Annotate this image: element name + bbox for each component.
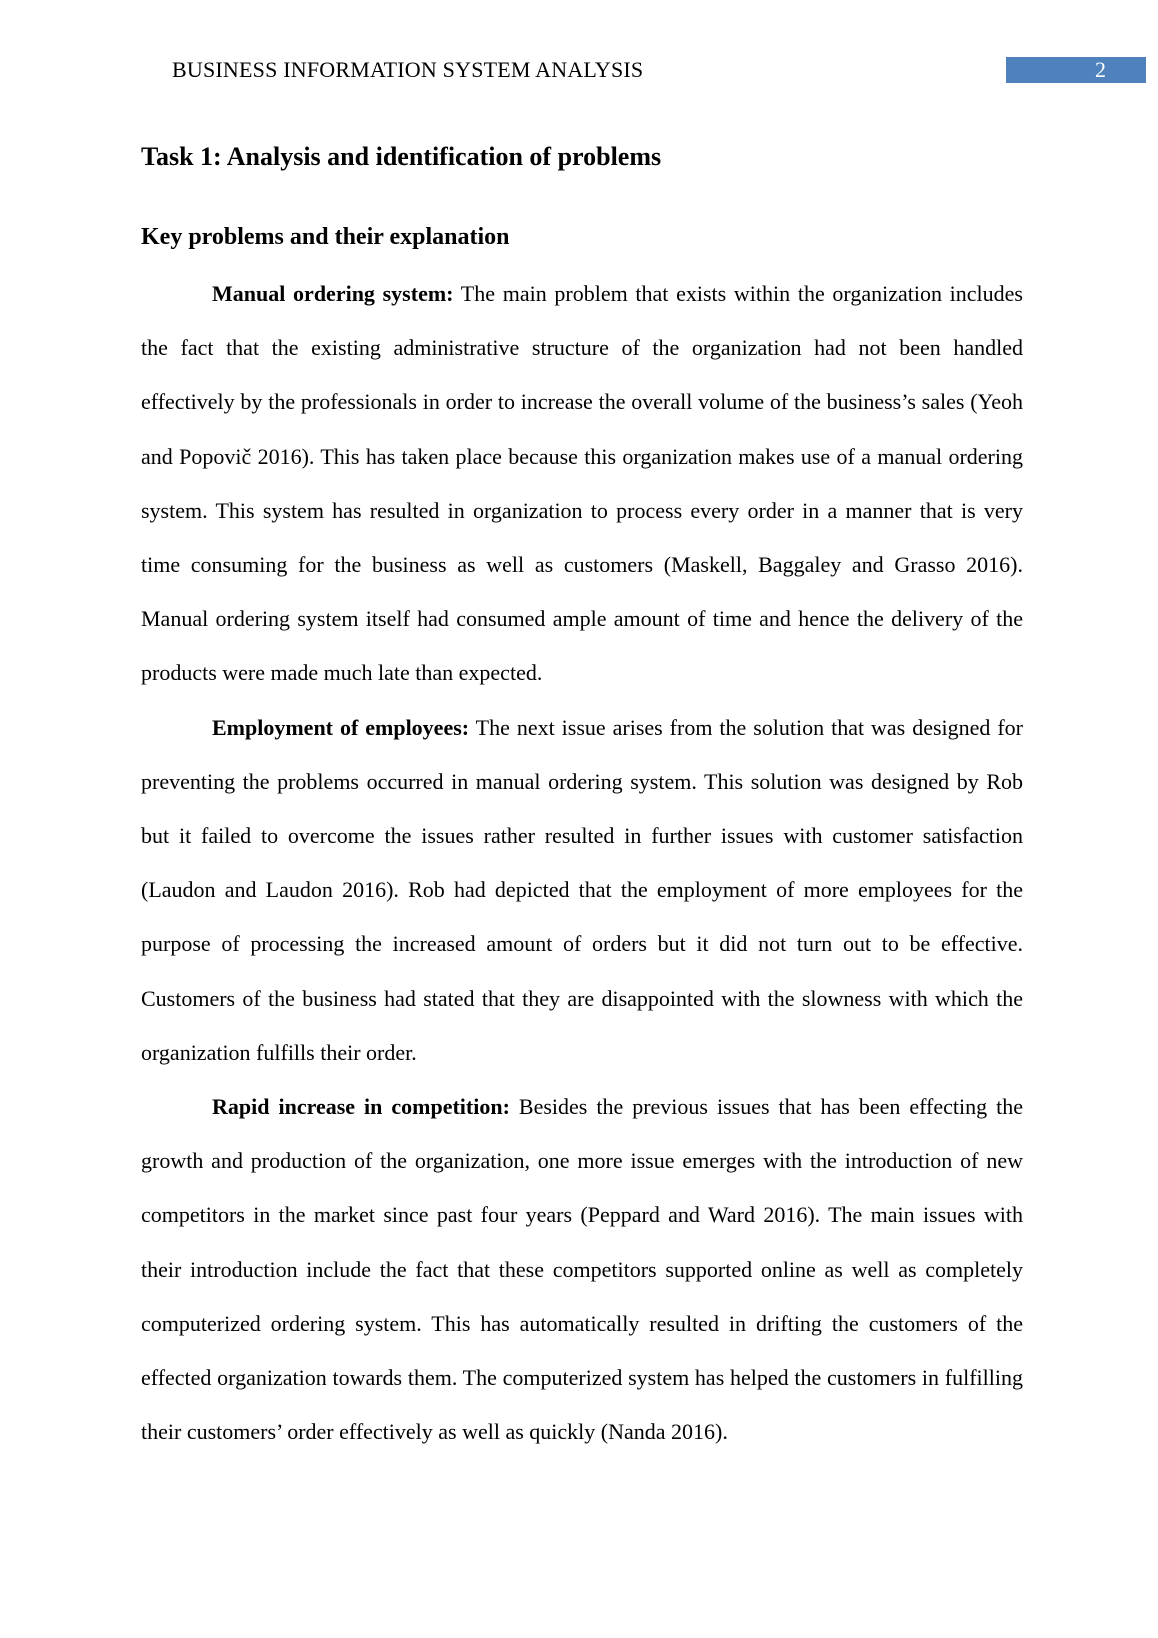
paragraph-lead: Employment of employees: <box>212 714 470 740</box>
paragraph-manual-ordering <box>141 267 1023 701</box>
paragraph-lead: Rapid increase in competition: <box>212 1094 510 1120</box>
task-title: Task 1: Analysis and identification of problems <box>141 142 662 171</box>
paragraph-text: Besides the previous issues that has been effecting the growth and production of the organization, one more issue emerges with the introduction of new competitors in the market since past four years (Peppard and Ward 2016). The main issues with their introduction include the fact that these competitors supported online as well as completely computerized ordering system. This has automatically resulted in drifting the customers of the effected organization towards them. The computerized system has helped the customers in fulfilling their customers’ order effectively as well as quickly (Nanda 2016). <box>141 1094 1023 1445</box>
body-text <box>141 267 1023 1459</box>
paragraph-lead: Manual ordering system: <box>212 281 454 306</box>
paragraph-employment <box>141 701 1023 1080</box>
page-number: 2 <box>1095 57 1106 82</box>
page-number-box <box>1006 57 1146 83</box>
section-heading: Key problems and their explanation <box>141 224 510 250</box>
paragraph-competition <box>141 1080 1023 1459</box>
running-head: BUSINESS INFORMATION SYSTEM ANALYSIS <box>172 57 644 82</box>
document-body <box>141 137 1023 1459</box>
paragraph-text: The next issue arises from the solution that was designed for preventing the problems occurred in manual ordering system. This solution was designed by Rob but it failed to overcome the issues rather resulted in further issues with customer satisfaction (Laudon and Laudon 2016). Rob had depicted that the employment of more employees for the purpose of processing the increased amount of orders but it did not turn out to be effective. Customers of the business had stated that they are disappointed with the slowness with which the organization fulfills their order. <box>141 714 1024 1065</box>
paragraph-text: The main problem that exists within the organization includes the fact that the existing administrative structure of the organization had not been handled effectively by the professionals in order to increase the overall volume of the business’s sales (Yeoh and Popovič 2016). This has taken place because this organization makes use of a manual ordering system. This system has resulted in organization to process every order in a manner that is very time consuming for the business as well as customers (Maskell, Baggaley and Grasso 2016). Manual ordering system itself had consumed ample amount of time and hence the delivery of the products were made much late than expected. <box>141 281 1023 686</box>
